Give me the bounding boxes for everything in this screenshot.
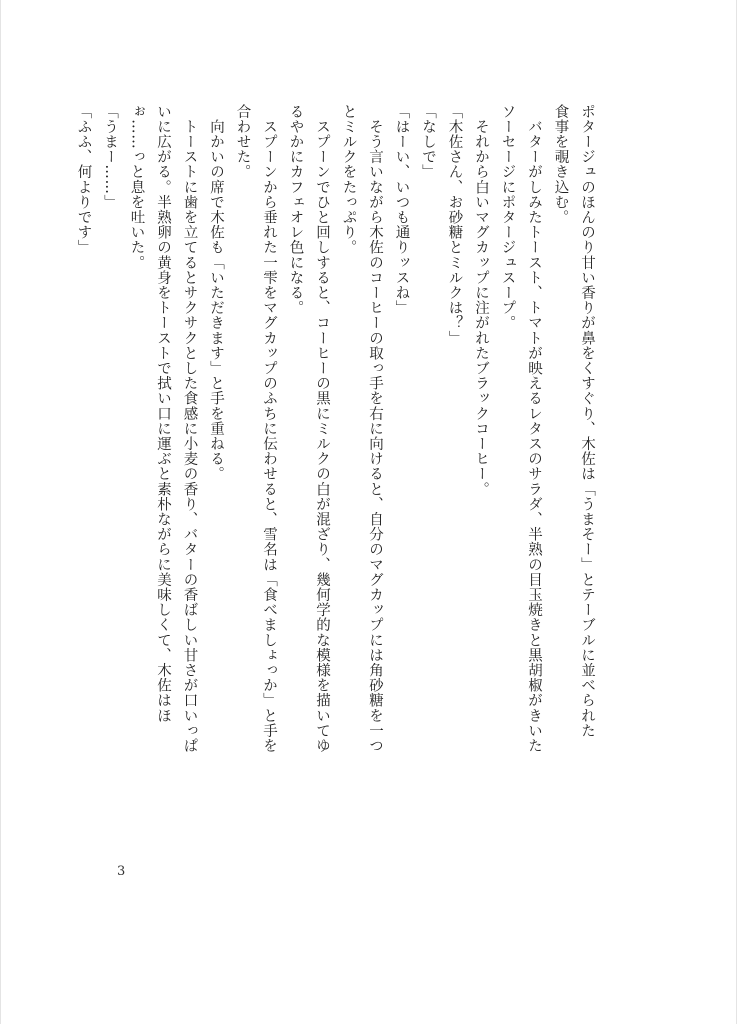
text-line: スプーンでひと回しすると、コーヒーの黒にミルクの白が混ざり、幾何学的な模様を描いてゆ (314, 104, 330, 754)
text-line: 「はーい、いつも通りッスね」 (393, 104, 410, 316)
text-line: 「木佐さん、お砂糖とミルクは？」 (446, 104, 463, 346)
text-line: いに広がる。半熟卵の黄身をトーストで拭い口に運ぶと素朴ながらに美味しくて、木佐はほ (155, 104, 171, 724)
text-line: 「ふふ、何よりです」 (75, 104, 92, 255)
text-line: ソーセージにポタージュスープ。 (499, 104, 516, 331)
text-line: 「うまー……」 (102, 104, 118, 210)
vertical-body-text (75, 104, 600, 874)
text-line: 合わせた。 (234, 104, 251, 180)
text-line: それから白いマグカップに注がれたブラックコーヒー。 (473, 104, 489, 497)
text-line: 食事を覗き込む。 (552, 104, 569, 225)
text-line: とミルクをたっぷり。 (340, 104, 357, 255)
text-line: ポタージュのほんのり甘い香りが鼻をくすぐり、木佐は「うまそー」とテーブルに並べられた (579, 104, 595, 739)
text-line: ぉ……っと息を吐いた。 (128, 104, 145, 271)
text-line: スプーンから垂れた一雫をマグカップのふちに伝わせると、雪名は「食べましょっか」と手を (261, 104, 277, 754)
text-line: 「なしで」 (420, 104, 436, 180)
text-line: バターがしみたトースト、トマトが映えるレタスのサラダ、半熟の目玉焼きと黒胡椒がきいた (526, 104, 542, 754)
text-line: るやかにカフェオレ色になる。 (287, 104, 304, 316)
text-line: そう言いながら木佐のコーヒーの取っ手を右に向けると、自分のマグカップには角砂糖を一つ (367, 104, 383, 754)
text-line: トーストに歯を立てるとサクサクとした食感に小麦の香り、バターの香ばしい甘さが口いっぱ (181, 104, 198, 754)
text-line: 向かいの席で木佐も「いただきます」と手を重ねる。 (208, 104, 224, 482)
page-number: 3 (117, 864, 126, 879)
